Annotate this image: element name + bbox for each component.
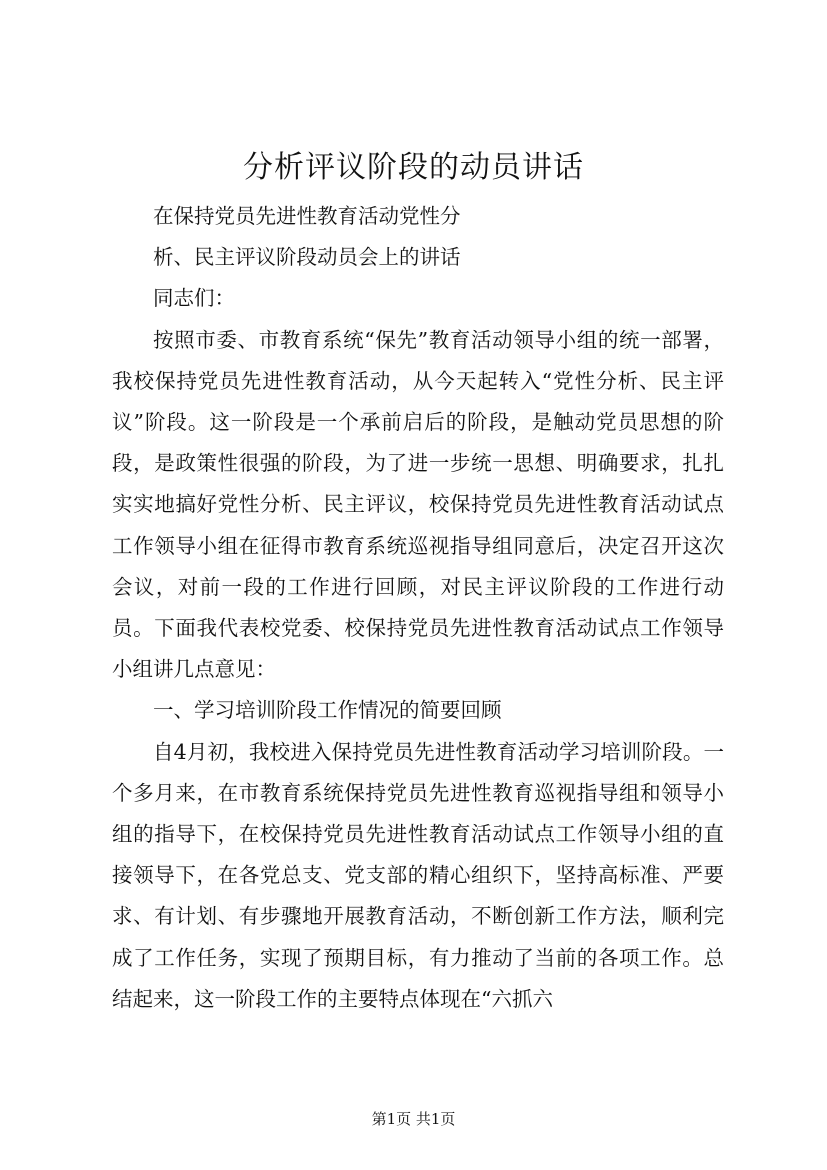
section-heading: 一、学习培训阶段工作情况的简要回顾 [153, 698, 502, 723]
paragraph-2: 自4月初，我校进入保持党员先进性教育活动学习培训阶段。一个多月来，在市教育系统保持党员先进性教育巡视指导组和领导小组的指导下，在校保持党员先进性教育活动试点工作领导小组的直接领导下，在各党总支、党支部的精心组织下，坚持高标准、严要求、有计划、有步骤地开展教育活动，不断创新工作方法，顺利完成了工作任务，实现了预期目标，有力推动了当前的各项工作。总结起来，这一阶段工作的主要特点体现在“六抓六 [112, 739, 724, 1011]
subtitle-line-2: 析、民主评议阶段动员会上的讲话 [153, 245, 461, 270]
salutation: 同志们： [153, 286, 235, 311]
paragraph-1: 按照市委、市教育系统“保先”教育活动领导小组的统一部署，我校保持党员先进性教育活动，从今天起转入“党性分析、民主评议”阶段。这一阶段是一个承前启后的阶段，是触动党员思想的阶段，是政策性很强的阶段，为了进一步统一思想、明确要求，扎扎实实地搞好党性分析、民主评议，校保持党员先进性教育活动试点工作领导小组在征得市教育系统巡视指导组同意后，决定召开这次会议，对前一段的工作进行回顾，对民主评议阶段的工作进行动员。下面我代表校党委、校保持党员先进性教育活动试点工作领导小组讲几点意见： [112, 327, 724, 682]
subtitle-line-1: 在保持党员先进性教育活动党性分 [153, 204, 461, 228]
document-body [112, 196, 724, 1020]
page-footer: 第1页 共1页 [371, 1110, 456, 1128]
document-title: 分析评议阶段的动员讲话 [243, 150, 584, 185]
